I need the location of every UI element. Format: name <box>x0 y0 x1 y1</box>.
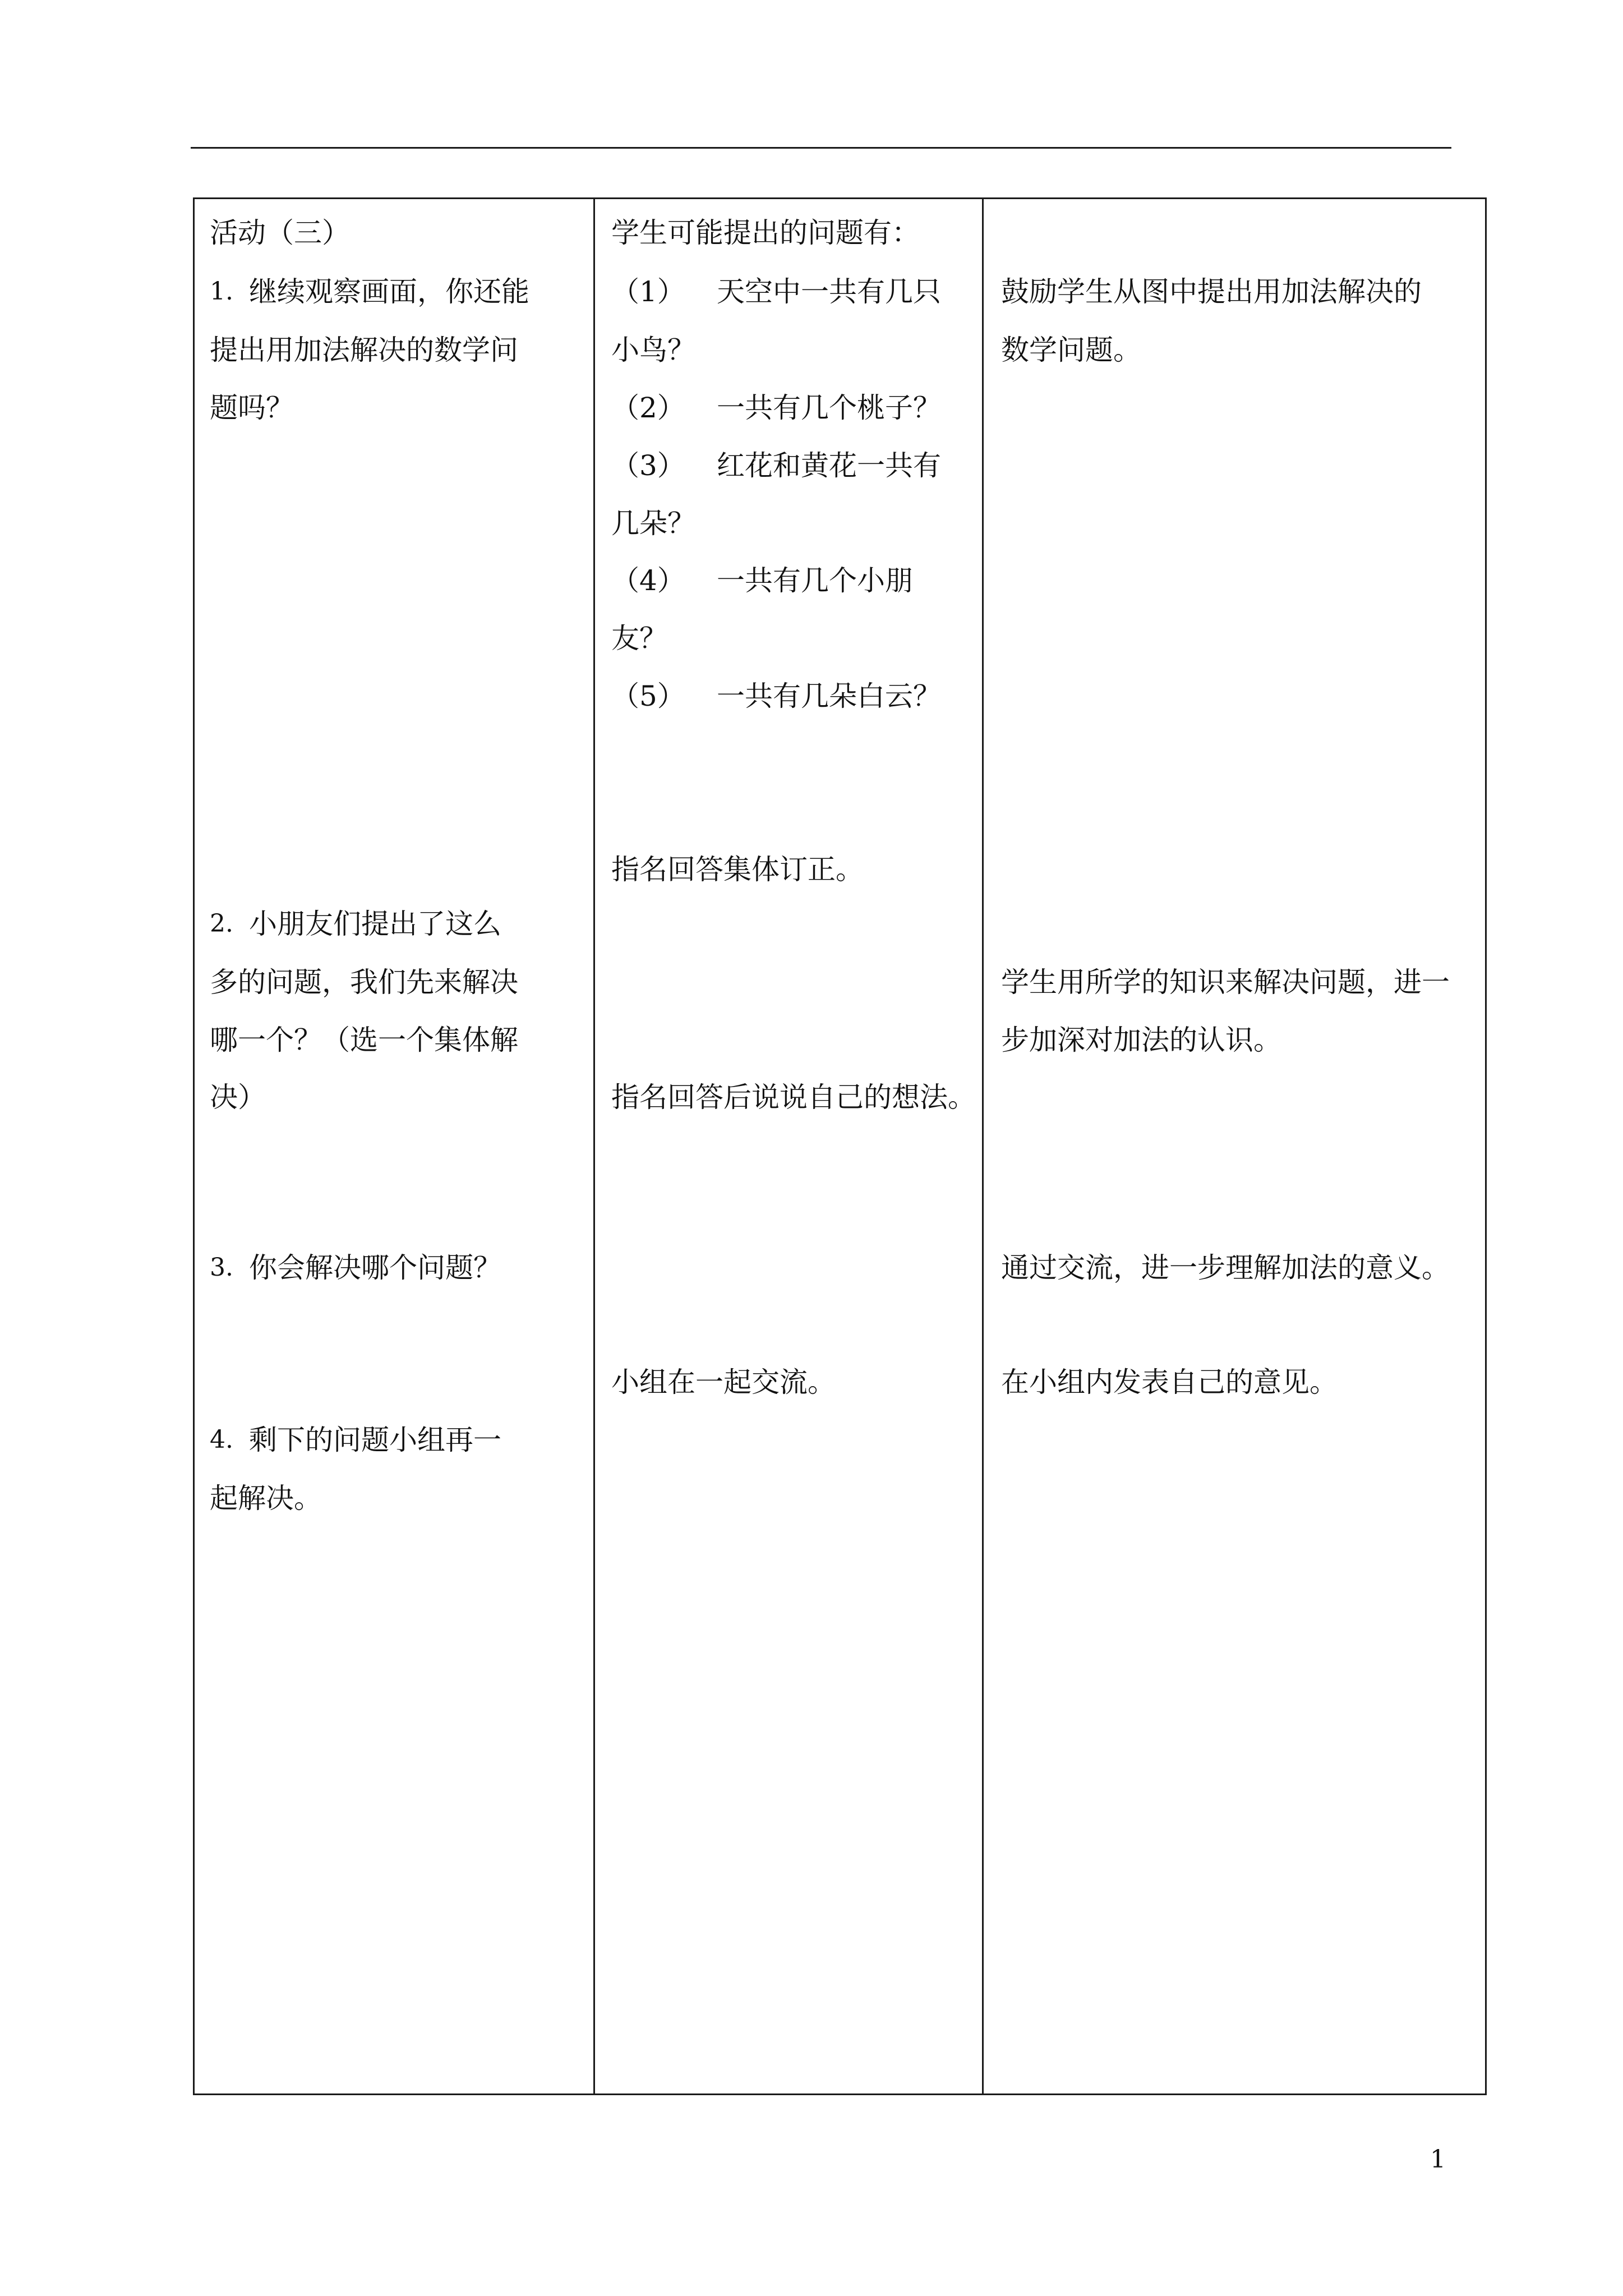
column-divider-1 <box>593 197 595 2095</box>
activity-4-number: 4. <box>210 1425 233 1454</box>
intent-4: 在小组内发表自己的意见。 <box>1001 1366 1338 1398</box>
intent-1-line-1: 鼓励学生从图中提出用加法解决的 <box>1001 275 1422 308</box>
activity-2-line-1: 小朋友们提出了这么 <box>249 908 501 940</box>
question-2-number: （2） <box>611 392 685 424</box>
activity-2-line-3: 哪一个？（选一个集体解 <box>210 1024 518 1056</box>
question-5-text: 一共有几朵白云？ <box>717 680 941 712</box>
student-note-3: 小组在一起交流。 <box>611 1366 836 1398</box>
question-4-text: 一共有几个小朋 <box>717 564 913 597</box>
activity-3-number: 3. <box>210 1253 233 1282</box>
question-1-continuation: 小鸟？ <box>611 334 695 366</box>
question-1-number: （1） <box>611 275 685 308</box>
activity-1-line-2: 提出用加法解决的数学问 <box>210 334 518 366</box>
intent-2-line-1: 学生用所学的知识来解决问题，进一 <box>1001 966 1450 999</box>
question-1-text: 天空中一共有几只 <box>717 275 941 308</box>
intent-2-line-2: 步加深对加法的认识。 <box>1001 1024 1281 1056</box>
activity-1-line-1: 继续观察画面，你还能 <box>249 275 529 308</box>
activity-3-line-1: 你会解决哪个问题？ <box>249 1251 501 1284</box>
question-3-number: （3） <box>611 449 685 482</box>
activity-heading: 活动（三） <box>210 217 350 249</box>
activity-2-line-4: 决） <box>210 1081 266 1114</box>
question-5-number: （5） <box>611 680 685 712</box>
activity-2-line-2: 多的问题，我们先来解决 <box>210 966 518 999</box>
activity-1-number: 1. <box>210 277 233 306</box>
activity-1-line-3: 题吗？ <box>210 392 294 424</box>
question-3-text: 红花和黄花一共有 <box>717 449 941 482</box>
intent-1-line-2: 数学问题。 <box>1001 334 1141 366</box>
student-note-2: 指名回答后说说自己的想法。 <box>611 1081 976 1114</box>
activity-2-number: 2. <box>210 909 233 938</box>
column-divider-2 <box>982 197 984 2095</box>
page-number: 1 <box>1430 2145 1446 2174</box>
activity-4-line-2: 起解决。 <box>210 1482 322 1515</box>
intent-3: 通过交流，进一步理解加法的意义。 <box>1001 1251 1450 1284</box>
student-questions-heading: 学生可能提出的问题有： <box>611 217 920 249</box>
question-4-continuation: 友？ <box>611 622 667 655</box>
question-3-continuation: 几朵？ <box>611 507 695 540</box>
question-2-text: 一共有几个桃子？ <box>717 392 941 424</box>
activity-4-line-1: 剩下的问题小组再一 <box>249 1424 501 1456</box>
question-4-number: （4） <box>611 564 685 597</box>
student-note-1: 指名回答集体订正。 <box>611 853 864 886</box>
header-rule <box>191 147 1451 149</box>
